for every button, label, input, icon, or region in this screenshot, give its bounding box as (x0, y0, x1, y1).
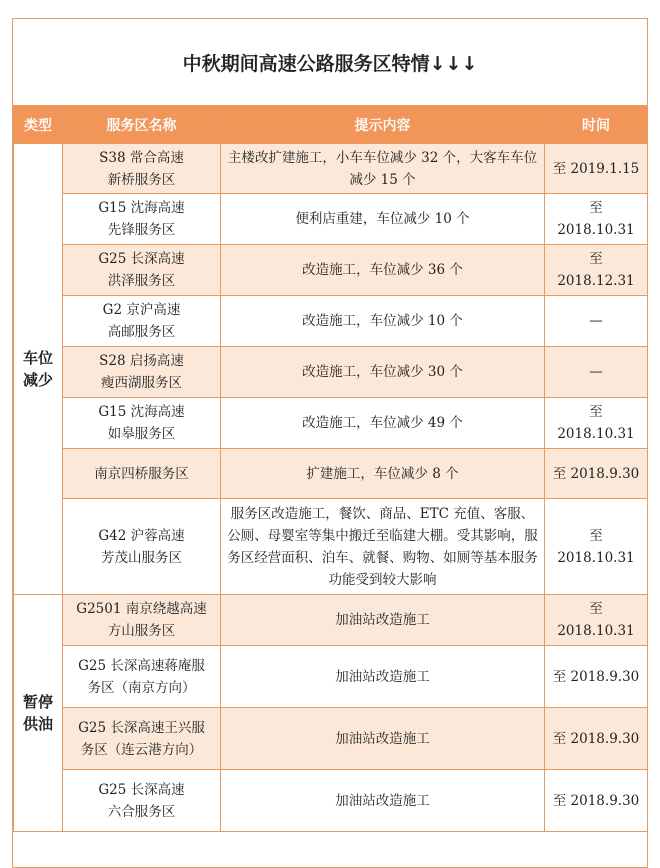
name-cell: G42 沪蓉高速 芳茂山服务区 (63, 499, 221, 595)
name-cell: G15 沈海高速 先锋服务区 (63, 194, 221, 245)
time-cell: 至 2018.10.31 (545, 398, 648, 449)
content-cell: 改造施工，车位减少 10 个 (221, 296, 545, 347)
time-cell: 至 2018.9.30 (545, 770, 648, 832)
time-cell: 至 2018.9.30 (545, 449, 648, 499)
name-cell: G15 沈海高速 如皋服务区 (63, 398, 221, 449)
time-cell: 至 2018.10.31 (545, 595, 648, 646)
table-row (14, 245, 648, 296)
header-time: 时间 (545, 106, 648, 144)
table-row (14, 708, 648, 770)
time-cell: 至 2018.10.31 (545, 194, 648, 245)
table-header-row (14, 106, 648, 144)
content-cell: 改造施工，车位减少 49 个 (221, 398, 545, 449)
time-cell: — (545, 347, 648, 398)
table-row (14, 194, 648, 245)
page-title: 中秋期间高速公路服务区特情↓↓↓ (182, 52, 478, 75)
name-cell: G25 长深高速 六合服务区 (63, 770, 221, 832)
name-cell: G25 长深高速 洪泽服务区 (63, 245, 221, 296)
content-cell: 加油站改造施工 (221, 708, 545, 770)
time-cell: 至 2018.12.31 (545, 245, 648, 296)
table-row (14, 770, 648, 832)
table-row (14, 595, 648, 646)
name-cell: 南京四桥服务区 (63, 449, 221, 499)
header-name: 服务区名称 (63, 106, 221, 144)
time-cell: 至 2019.1.15 (545, 144, 648, 194)
time-cell: 至 2018.10.31 (545, 499, 648, 595)
table-row (14, 449, 648, 499)
content-cell: 改造施工，车位减少 30 个 (221, 347, 545, 398)
header-type: 类型 (14, 106, 63, 144)
service-area-table (13, 105, 648, 832)
time-cell: — (545, 296, 648, 347)
content-cell: 加油站改造施工 (221, 595, 545, 646)
content-cell: 加油站改造施工 (221, 646, 545, 708)
type-cell-parking: 车位 减少 (14, 144, 63, 595)
table-row (14, 144, 648, 194)
name-cell: G25 长深高速王兴服 务区（连云港方向） (63, 708, 221, 770)
content-cell: 改造施工，车位减少 36 个 (221, 245, 545, 296)
table-row (14, 347, 648, 398)
name-cell: G2501 南京绕越高速 方山服务区 (63, 595, 221, 646)
type-cell-fuel: 暂停 供油 (14, 595, 63, 832)
content-cell: 扩建施工，车位减少 8 个 (221, 449, 545, 499)
time-cell: 至 2018.9.30 (545, 708, 648, 770)
table-row (14, 499, 648, 595)
name-cell: S28 启扬高速 瘦西湖服务区 (63, 347, 221, 398)
content-cell: 主楼改扩建施工，小车车位减少 32 个，大客车车位减少 15 个 (221, 144, 545, 194)
table-row (14, 296, 648, 347)
content-cell: 服务区改造施工，餐饮、商品、ETC 充值、客服、公厕、母婴室等集中搬迁至临建大棚。受其影响，服务区经营面积、泊车、就餐、购物、如厕等基本服务功能受到较大影响 (221, 499, 545, 595)
content-cell: 便利店重建，车位减少 10 个 (221, 194, 545, 245)
table-row (14, 398, 648, 449)
table-row (14, 646, 648, 708)
name-cell: G25 长深高速蒋庵服 务区（南京方向） (63, 646, 221, 708)
notice-panel (12, 18, 648, 868)
name-cell: G2 京沪高速 高邮服务区 (63, 296, 221, 347)
name-cell: S38 常合高速 新桥服务区 (63, 144, 221, 194)
header-content: 提示内容 (221, 106, 545, 144)
time-cell: 至 2018.9.30 (545, 646, 648, 708)
content-cell: 加油站改造施工 (221, 770, 545, 832)
